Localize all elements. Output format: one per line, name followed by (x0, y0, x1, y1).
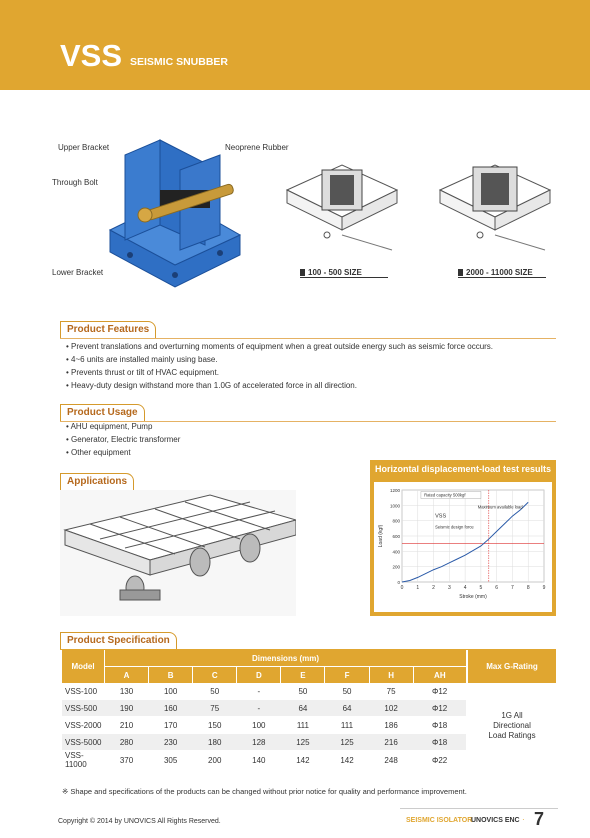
label-lower-bracket: Lower Bracket (52, 268, 104, 277)
x-tick-label: 2 (432, 585, 435, 591)
dim-cell: 111 (325, 717, 369, 734)
dim-cell: 190 (105, 700, 149, 717)
footer-separator: · (522, 815, 525, 824)
dim-cell: Φ22 (413, 751, 467, 770)
dim-cell: 200 (193, 751, 237, 770)
dim-cell: 100 (149, 683, 193, 700)
dim-cell: - (237, 683, 281, 700)
page-header (0, 0, 590, 90)
feature-item: • Prevents thrust or tilt of HVAC equipment. (66, 366, 556, 379)
small-size-drawing (282, 145, 402, 260)
dim-cell: 75 (193, 700, 237, 717)
y-tick-label: 200 (392, 564, 400, 570)
dim-cell: 186 (369, 717, 413, 734)
features-title: Product Features (60, 321, 156, 339)
model-cell: VSS-5000 (62, 734, 105, 751)
large-size-drawing (435, 145, 555, 260)
dim-cell: 140 (237, 751, 281, 770)
dim-cell: 128 (237, 734, 281, 751)
feature-item: • Prevent translations and overturning moments of equipment when a great outside energy such as seismic force occurs. (66, 340, 556, 353)
dim-cell: 280 (105, 734, 149, 751)
dim-cell: 142 (325, 751, 369, 770)
spec-row (62, 683, 556, 700)
spec-note: ※ Shape and specifications of the products can be changed without prior notice for quality and performance improvement. (62, 787, 467, 796)
usage-item: • Generator, Electric transformer (66, 433, 366, 446)
x-tick-label: 3 (447, 585, 451, 591)
y-tick-label: 1200 (389, 488, 400, 493)
grating-cell: 1G All Directional Load Ratings (467, 683, 556, 770)
snubber-illustration (100, 135, 250, 295)
usage-item: • AHU equipment, Pump (66, 420, 366, 433)
y-tick-label: 800 (392, 518, 400, 524)
y-tick-label: 400 (392, 549, 400, 555)
dim-col-header: H (369, 667, 413, 684)
applications-image (60, 490, 296, 616)
features-list (66, 340, 556, 392)
x-tick-label: 1 (416, 585, 420, 591)
grating-header: Max G-Rating (467, 650, 556, 683)
x-tick-label: 7 (511, 585, 514, 591)
model-header: Model (62, 650, 105, 683)
label-neoprene-rubber: Neoprene Rubber (225, 143, 289, 152)
x-tick-label: 9 (542, 585, 546, 591)
annotation-max-load: Maximum available load (477, 504, 523, 510)
dim-cell: Φ12 (413, 683, 467, 700)
features-rule (60, 338, 556, 339)
dim-col-header: D (237, 667, 281, 684)
footer-section: SEISMIC ISOLATOR (406, 817, 473, 824)
product-code: VSS (60, 38, 123, 73)
page-number: 7 (534, 809, 545, 829)
x-tick-label: 0 (400, 585, 404, 591)
dim-col-header: F (325, 667, 369, 684)
dim-cell: Φ18 (413, 734, 467, 751)
dim-cell: 75 (369, 683, 413, 700)
dim-cell: 130 (105, 683, 149, 700)
product-subtitle: SEISMIC SNUBBER (130, 56, 229, 68)
size-label-large: 2000 - 11000 SIZE (458, 268, 546, 278)
x-axis-label: Stroke (mm) (459, 594, 487, 600)
dim-cell: 50 (325, 683, 369, 700)
dim-cell: Φ12 (413, 700, 467, 717)
dim-cell: 100 (237, 717, 281, 734)
y-tick-label: 0 (397, 580, 400, 585)
dim-col-header: B (149, 667, 193, 684)
dim-cell: 180 (193, 734, 237, 751)
y-tick-label: 1000 (389, 503, 400, 509)
x-tick-label: 5 (479, 585, 483, 591)
dim-cell: 370 (105, 751, 149, 770)
load-chart (374, 482, 552, 612)
dimensions-header: Dimensions (mm) (105, 650, 468, 667)
dim-cell: - (237, 700, 281, 717)
footer-brand: UNOVICS ENC (471, 817, 520, 824)
feature-item: • 4~6 units are installed mainly using base. (66, 353, 556, 366)
dim-cell: Φ18 (413, 717, 467, 734)
dim-col-header: C (193, 667, 237, 684)
annotation-series: VSS (435, 513, 447, 520)
y-axis-label: Load (kgf) (378, 524, 384, 548)
feature-item: • Heavy-duty design withstand more than 1.0G of accelerated force in all direction. (66, 379, 556, 392)
spec-title: Product Specification (60, 632, 177, 650)
size-label-small: 100 - 500 SIZE (300, 268, 388, 278)
dim-col-header: AH (413, 667, 467, 684)
test-results-panel (370, 460, 556, 616)
dim-cell: 142 (281, 751, 325, 770)
dim-cell: 305 (149, 751, 193, 770)
dim-cell: 230 (149, 734, 193, 751)
dim-col-header: E (281, 667, 325, 684)
model-cell: VSS-500 (62, 700, 105, 717)
dim-cell: 50 (281, 683, 325, 700)
dim-cell: 125 (281, 734, 325, 751)
test-results-title: Horizontal displacement-load test results (374, 464, 552, 474)
dim-cell: 102 (369, 700, 413, 717)
model-cell: VSS-11000 (62, 751, 105, 770)
applications-title: Applications (60, 473, 134, 491)
model-cell: VSS-100 (62, 683, 105, 700)
dim-cell: 50 (193, 683, 237, 700)
dim-cell: 210 (105, 717, 149, 734)
label-through-bolt: Through Bolt (52, 178, 98, 187)
dim-cell: 170 (149, 717, 193, 734)
dim-cell: 111 (281, 717, 325, 734)
dim-cell: 160 (149, 700, 193, 717)
x-tick-label: 8 (526, 585, 530, 591)
test-results-body (374, 482, 552, 612)
model-cell: VSS-2000 (62, 717, 105, 734)
annotation-rated: Rated capacity 500kgf (424, 492, 466, 498)
dim-cell: 248 (369, 751, 413, 770)
dim-cell: 64 (281, 700, 325, 717)
y-tick-label: 600 (392, 534, 400, 539)
usage-list (66, 420, 366, 459)
x-tick-label: 4 (463, 585, 467, 591)
label-upper-bracket: Upper Bracket (58, 143, 110, 152)
dim-cell: 216 (369, 734, 413, 751)
dim-cell: 125 (325, 734, 369, 751)
footer-tag (400, 808, 558, 833)
usage-item: • Other equipment (66, 446, 366, 459)
usage-title: Product Usage (60, 404, 145, 422)
dim-cell: 150 (193, 717, 237, 734)
spec-table (62, 650, 556, 770)
annotation-design-force: Seismic design force (435, 524, 474, 530)
x-tick-label: 6 (495, 585, 499, 591)
dim-cell: 64 (325, 700, 369, 717)
dim-col-header: A (105, 667, 149, 684)
copyright: Copyright © 2014 by UNOVICS All Rights Reserved. (58, 818, 221, 825)
